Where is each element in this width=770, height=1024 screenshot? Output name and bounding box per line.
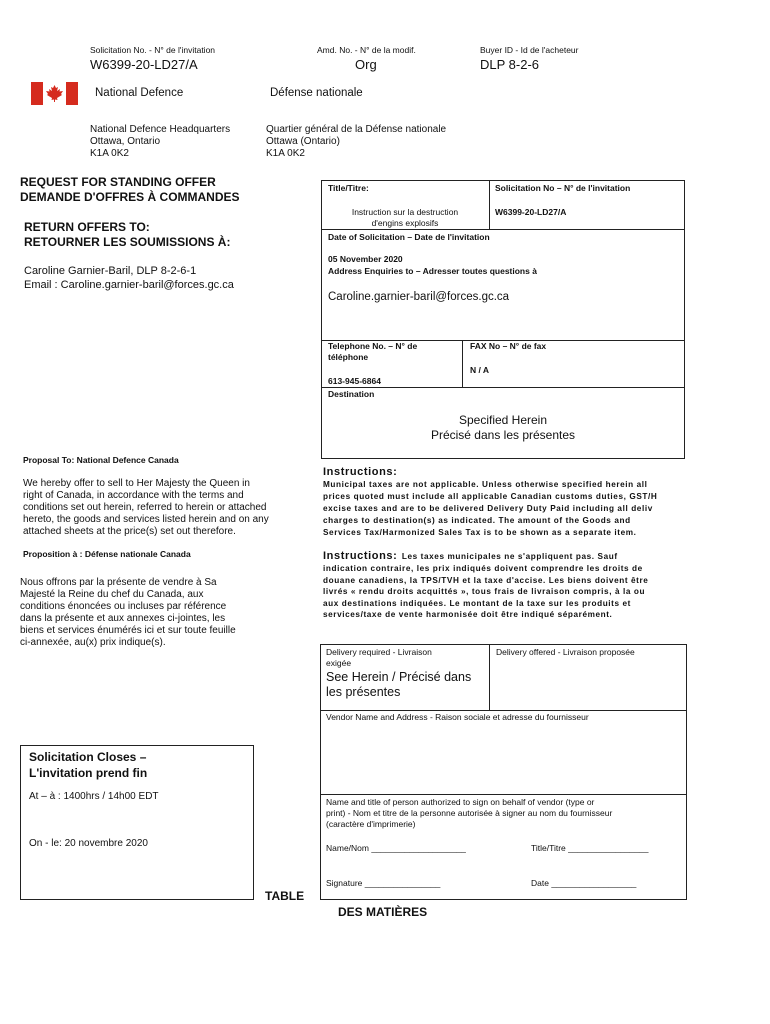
amd-no-value: Org	[355, 57, 377, 72]
instructions-en	[323, 466, 688, 539]
telephone-label-line: téléphone	[328, 352, 369, 362]
title-label: Title/Titre:	[328, 183, 369, 193]
delivery-offered-label: Delivery offered - Livraison proposée	[496, 647, 635, 657]
instructions-en-line: Services Tax/Harmonized Sales Tax is to be shown as a separate item.	[323, 528, 637, 537]
delivery-required-label-line: Delivery required - Livraison	[326, 647, 432, 657]
instructions-fr-line: livrés « rendu droits acquittés », tous frais de livraison compris, à la ou	[323, 587, 646, 596]
address-fr	[266, 124, 446, 160]
telephone-value: 613-945-6864	[328, 376, 381, 386]
solicitation-no-box-label: Solicitation No – N° de l'invitation	[495, 183, 631, 193]
instructions-en-title: Instructions:	[323, 466, 398, 478]
instructions-fr-title: Instructions:	[323, 550, 398, 562]
department-name-en: National Defence	[95, 87, 184, 99]
contact-email: Email : Caroline.garnier-baril@forces.gc.ca	[24, 279, 234, 291]
proposal-en-line: We hereby offer to sell to Her Majesty the Queen in	[23, 478, 250, 489]
address-enquiries-label: Address Enquiries to – Adresser toutes questions à	[328, 266, 537, 276]
proposal-fr-line: Majesté la Reine du chef du Canada, aux	[20, 589, 204, 600]
signature-field[interactable]: Signature ________________	[326, 878, 441, 888]
delivery-required-value	[326, 670, 471, 700]
instructions-fr-first: Les taxes municipales ne s'appliquent pas. Sauf	[401, 552, 618, 561]
delivery-required-value-line: See Herein / Précisé dans	[326, 670, 472, 684]
canada-flag-icon	[31, 82, 78, 105]
toc-heading-part2: DES MATIÈRES	[338, 905, 428, 919]
instructions-fr-line: indication contraire, les prix indiqués doivent comprendre les droits de	[323, 564, 643, 573]
destination-label: Destination	[328, 389, 375, 399]
proposal-en-body	[23, 478, 269, 538]
document-title-fr: DEMANDE D'OFFRES À COMMANDES	[20, 190, 240, 204]
closes-on: On - le: 20 novembre 2020	[29, 838, 148, 849]
instructions-fr	[323, 548, 688, 621]
name-field[interactable]: Name/Nom ____________________	[326, 843, 466, 853]
proposal-fr-body	[20, 577, 236, 649]
closes-title-fr: L'invitation prend fin	[29, 766, 148, 780]
solicitation-no-label: Solicitation No. - N° de l'invitation	[90, 45, 216, 55]
telephone-label	[328, 341, 417, 363]
return-contact	[24, 264, 234, 292]
instructions-fr-line: aux destinations indiquées. Le montant de la taxe sur les produits et	[323, 598, 632, 608]
amd-no-label: Amd. No. - N° de la modif.	[317, 45, 416, 55]
proposal-en-title: Proposal To: National Defence Canada	[23, 455, 179, 465]
address-fr-line: Ottawa (Ontario)	[266, 136, 340, 147]
address-fr-line: K1A 0K2	[266, 148, 305, 159]
solicitation-no-box-value: W6399-20-LD27/A	[495, 207, 567, 217]
address-en-line: Ottawa, Ontario	[90, 136, 161, 147]
department-name-fr: Défense nationale	[270, 87, 363, 99]
date-label: Date of Solicitation – Date de l'invitation	[328, 232, 490, 242]
vendor-name-address-label: Vendor Name and Address - Raison sociale et adresse du fournisseur	[326, 712, 589, 722]
proposal-fr-line: biens et services énumérés ici et sur toute feuille	[20, 625, 236, 636]
document-title-en: REQUEST FOR STANDING OFFER	[20, 175, 216, 189]
authorized-person-label-line: print) - Nom et titre de la personne autorisée à signer au nom du fournisseur	[326, 808, 613, 818]
toc-heading-part1: TABLE	[265, 889, 305, 903]
return-offers-fr: RETOURNER LES SOUMISSIONS À:	[24, 235, 231, 249]
authorized-person-label-line: Name and title of person authorized to sign on behalf of vendor (type or	[326, 797, 595, 807]
delivery-required-value-line: les présentes	[326, 685, 401, 699]
instructions-fr-line: services/taxe de vente harmonisée doit être indiqué séparément.	[323, 610, 613, 619]
proposal-fr-line: dans la présente et aux annexes ci-jointes, les	[20, 613, 226, 624]
destination-value	[321, 413, 685, 443]
return-offers-heading	[24, 220, 230, 250]
fax-label: FAX No – N° de fax	[470, 341, 547, 351]
title-value-line: d'engins explosifs	[371, 218, 439, 228]
address-en	[90, 124, 230, 160]
buyer-id-value: DLP 8-2-6	[480, 57, 540, 72]
instructions-fr-line: douane canadiens, la TPS/TVH et la taxe d'accise. Les biens doivent être	[323, 575, 649, 585]
instructions-en-line: Municipal taxes are not applicable. Unless otherwise specified herein all	[323, 480, 648, 489]
address-fr-line: Quartier général de la Défense nationale	[266, 124, 447, 135]
date-field[interactable]: Date __________________	[531, 878, 637, 888]
closes-title-en: Solicitation Closes –	[29, 750, 147, 764]
proposal-en-line: attached sheets at the price(s) set out therefore.	[23, 526, 236, 537]
proposal-en-line: conditions set out herein, referred to herein or attached	[23, 502, 267, 513]
proposal-fr-title: Proposition à : Défense nationale Canada	[23, 549, 191, 559]
proposal-fr-line: ci-annexée, au(x) prix indique(s).	[20, 637, 166, 648]
fax-value: N / A	[470, 365, 490, 375]
title-value-line: Instruction sur la destruction	[351, 207, 459, 217]
telephone-label-line: Telephone No. – N° de	[328, 341, 418, 351]
instructions-en-line: prices quoted must include all applicable Canadian customs duties, GST/H	[323, 492, 658, 501]
buyer-id-label: Buyer ID - Id de l'acheteur	[480, 45, 579, 55]
destination-value-en: Specified Herein	[458, 413, 548, 427]
title-value	[330, 207, 480, 229]
date-value: 05 November 2020	[328, 254, 403, 264]
title-field[interactable]: Title/Titre _________________	[531, 843, 649, 853]
address-en-line: K1A 0K2	[90, 148, 129, 159]
contact-name: Caroline Garnier-Baril, DLP 8-2-6-1	[24, 265, 197, 277]
authorized-person-label	[326, 797, 612, 830]
instructions-en-line: charges to destination(s) as indicated. The amount of the Goods and	[323, 516, 631, 525]
destination-value-fr: Précisé dans les présentes	[430, 428, 576, 442]
address-enquiries-value: Caroline.garnier-baril@forces.gc.ca	[328, 291, 510, 303]
proposal-fr-line: conditions énoncées ou incluses par référence	[20, 601, 227, 612]
solicitation-no-value: W6399-20-LD27/A	[90, 57, 198, 72]
delivery-required-label-line: exigée	[326, 658, 352, 668]
authorized-person-label-line: (caractère d'imprimerie)	[326, 819, 416, 829]
instructions-en-line: excise taxes and are to be delivered Delivery Duty Paid including all deliv	[323, 504, 653, 513]
closes-at: At – à : 1400hrs / 14h00 EDT	[29, 791, 159, 802]
closes-title	[29, 749, 147, 781]
return-offers-en: RETURN OFFERS TO:	[24, 220, 150, 234]
proposal-fr-line: Nous offrons par la présente de vendre à Sa	[20, 577, 217, 588]
proposal-en-line: right of Canada, in accordance with the terms and	[23, 490, 244, 501]
delivery-required-label	[326, 647, 432, 669]
proposal-en-line: hereto, the goods and services listed herein and on any	[23, 514, 269, 525]
instructions-fr-body	[323, 563, 688, 621]
instructions-en-body	[323, 479, 688, 539]
address-en-line: National Defence Headquarters	[90, 124, 231, 135]
document-title	[20, 175, 240, 205]
